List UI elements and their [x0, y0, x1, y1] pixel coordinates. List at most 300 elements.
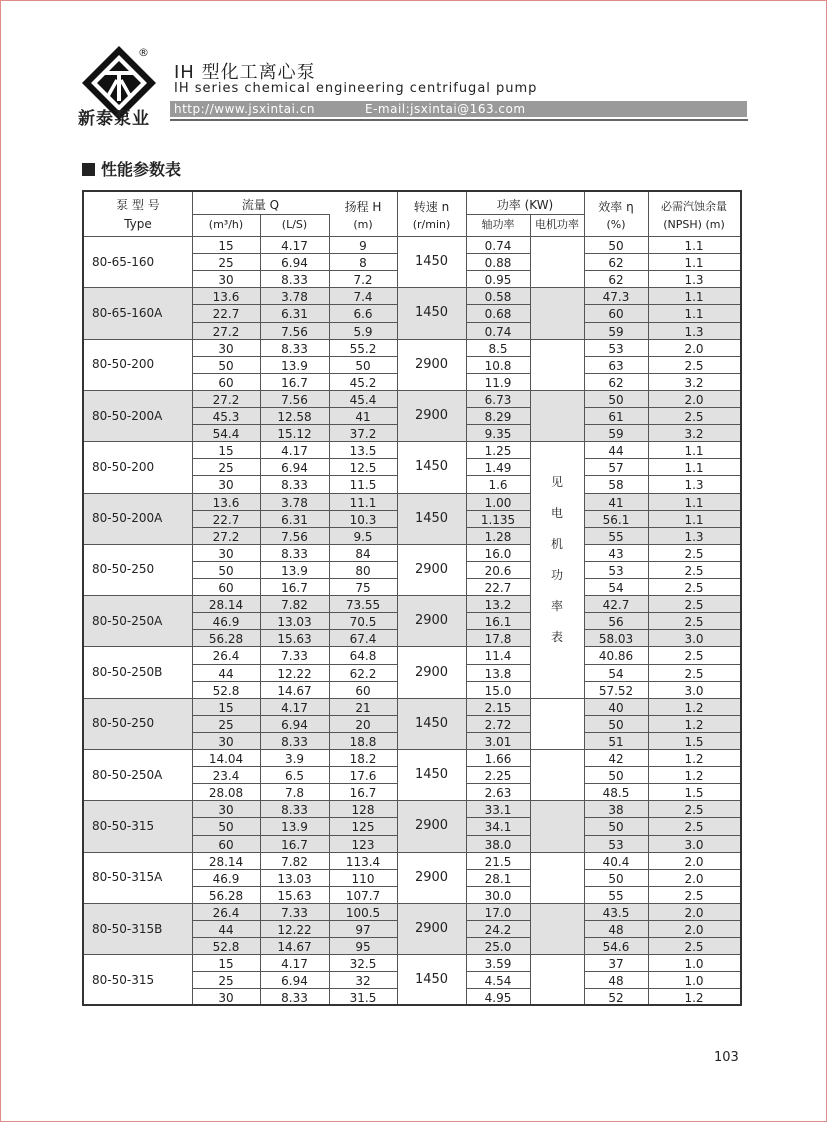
page-title-cn: IH 型化工离心泵 [174, 62, 316, 83]
column-divider [329, 214, 330, 1004]
motor-note-char: 功 [550, 567, 563, 582]
motor-shading [530, 390, 584, 441]
cell-eff: 42 [608, 752, 624, 767]
cell-m3: 25 [218, 717, 234, 732]
cell-npsh: 1.1 [684, 307, 704, 322]
cell-eff: 53 [608, 837, 624, 852]
speed-value: 2900 [414, 869, 449, 885]
cell-m3: 30 [218, 341, 234, 356]
cell-ls: 16.7 [281, 581, 308, 596]
cell-npsh: 2.5 [684, 820, 704, 835]
cell-shaft: 13.2 [484, 598, 512, 613]
cell-ls: 6.94 [281, 461, 308, 476]
cell-eff: 48 [608, 974, 624, 989]
cell-npsh: 1.0 [684, 974, 704, 989]
cell-m3: 28.08 [208, 786, 244, 801]
cell-head: 10.3 [349, 512, 377, 527]
cell-m3: 25 [218, 256, 234, 271]
cell-m3: 22.7 [212, 307, 240, 322]
cell-eff: 56.1 [602, 512, 630, 527]
cell-shaft: 6.73 [484, 392, 512, 407]
cell-shaft: 25.0 [484, 940, 512, 955]
header-npsh: 必需汽蚀余量 [661, 200, 727, 213]
cell-shaft: 0.74 [484, 324, 512, 339]
speed-value: 1450 [414, 715, 449, 731]
cell-m3: 56.28 [208, 888, 244, 903]
cell-ls: 8.33 [281, 341, 308, 356]
speed-value: 1450 [414, 305, 449, 321]
cell-eff: 57 [608, 461, 624, 476]
cell-m3: 30 [218, 273, 234, 288]
group-divider [530, 800, 584, 801]
cell-npsh: 2.5 [684, 649, 704, 664]
cell-shaft: 1.66 [484, 752, 512, 767]
speed-value: 1450 [414, 972, 449, 988]
cell-head: 75 [355, 581, 371, 596]
cell-shaft: 16.0 [484, 546, 512, 561]
cell-ls: 4.17 [281, 444, 308, 459]
cell-npsh: 1.1 [684, 239, 704, 254]
cell-m3: 50 [218, 820, 234, 835]
cell-m3: 56.28 [208, 632, 244, 647]
cell-ls: 15.12 [277, 427, 312, 442]
cell-npsh: 1.2 [684, 752, 704, 767]
header-flow: 流量 Q [241, 197, 280, 212]
cell-npsh: 1.2 [684, 700, 704, 715]
cell-eff: 48 [608, 923, 624, 938]
cell-head: 62.2 [349, 666, 377, 681]
speed-value: 2900 [414, 356, 449, 372]
cell-ls: 12.22 [277, 666, 312, 681]
cell-shaft: 0.95 [484, 273, 512, 288]
cell-head: 70.5 [349, 615, 377, 630]
header-head-unit: (m) [353, 217, 373, 231]
cell-npsh: 1.1 [684, 290, 704, 305]
speed-value: 2900 [414, 921, 449, 937]
cell-ls: 7.33 [281, 905, 308, 920]
cell-m3: 27.2 [212, 392, 240, 407]
cell-ls: 3.78 [281, 495, 308, 510]
cell-ls: 6.31 [281, 307, 308, 322]
cell-eff: 43.5 [602, 905, 630, 920]
column-divider [466, 192, 467, 1004]
motor-shading [530, 903, 584, 954]
cell-m3: 52.8 [212, 683, 240, 698]
cell-eff: 54 [608, 666, 624, 681]
cell-eff: 38 [608, 803, 624, 818]
cell-m3: 52.8 [212, 940, 240, 955]
cell-ls: 6.5 [284, 769, 305, 784]
cell-eff: 62 [608, 273, 624, 288]
cell-ls: 7.33 [281, 649, 308, 664]
cell-npsh: 2.0 [684, 854, 704, 869]
cell-eff: 44 [608, 444, 624, 459]
pump-type: 80-50-200A [92, 408, 163, 423]
cell-shaft: 11.4 [484, 649, 512, 664]
cell-shaft: 1.49 [484, 461, 512, 476]
header-type-cn: 泵 型 号 [116, 197, 160, 212]
cell-m3: 30 [218, 546, 234, 561]
motor-note-char: 机 [550, 536, 563, 551]
cell-m3: 60 [218, 581, 234, 596]
cell-m3: 44 [218, 666, 234, 681]
cell-eff: 40.86 [598, 649, 634, 664]
cell-m3: 30 [218, 991, 234, 1006]
motor-note-char: 表 [550, 629, 563, 644]
cell-m3: 15 [218, 444, 234, 459]
speed-value: 2900 [414, 664, 449, 680]
speed-value: 2900 [414, 561, 449, 577]
cell-npsh: 2.5 [684, 581, 704, 596]
cell-ls: 13.9 [281, 358, 308, 373]
cell-head: 20 [355, 717, 371, 732]
cell-npsh: 1.2 [684, 717, 704, 732]
header-speed-unit: (r/min) [412, 217, 451, 231]
cell-head: 16.7 [349, 786, 377, 801]
header-divider [466, 214, 584, 215]
cell-m3: 54.4 [212, 427, 240, 442]
cell-head: 21 [355, 700, 371, 715]
cell-head: 67.4 [349, 632, 377, 647]
cell-npsh: 2.5 [684, 888, 704, 903]
cell-head: 73.55 [345, 598, 381, 613]
cell-eff: 59 [608, 427, 624, 442]
cell-ls: 8.33 [281, 478, 308, 493]
cell-npsh: 2.0 [684, 341, 704, 356]
cell-shaft: 11.9 [484, 375, 512, 390]
cell-npsh: 2.0 [684, 871, 704, 886]
cell-m3: 15 [218, 957, 234, 972]
cell-npsh: 2.5 [684, 546, 704, 561]
header-efficiency: 效率 η [598, 199, 634, 214]
column-divider [192, 192, 193, 1004]
cell-eff: 48.5 [602, 786, 630, 801]
cell-ls: 6.31 [281, 512, 308, 527]
cell-ls: 7.56 [281, 324, 308, 339]
cell-head: 97 [355, 923, 371, 938]
cell-eff: 42.7 [602, 598, 630, 613]
pump-type: 80-50-200 [92, 357, 155, 372]
cell-head: 32 [355, 974, 371, 989]
cell-head: 113.4 [345, 854, 381, 869]
cell-head: 32.5 [349, 957, 377, 972]
cell-shaft: 0.68 [484, 307, 512, 322]
cell-ls: 13.9 [281, 820, 308, 835]
cell-eff: 56 [608, 615, 624, 630]
cell-shaft: 1.6 [488, 478, 508, 493]
pump-type: 80-50-250A [92, 767, 163, 782]
cell-npsh: 2.5 [684, 803, 704, 818]
cell-head: 107.7 [345, 888, 381, 903]
brand-name: 新泰泵业 [78, 109, 150, 129]
cell-head: 64.8 [349, 649, 377, 664]
header-flow-ls: (L/S) [281, 217, 308, 231]
cell-m3: 25 [218, 974, 234, 989]
cell-npsh: 2.5 [684, 358, 704, 373]
cell-ls: 7.56 [281, 529, 308, 544]
speed-value: 2900 [414, 613, 449, 629]
column-divider [260, 214, 261, 1004]
cell-npsh: 1.3 [684, 529, 704, 544]
cell-npsh: 1.1 [684, 512, 704, 527]
pump-type: 80-65-160 [92, 254, 155, 269]
cell-m3: 28.14 [208, 598, 244, 613]
cell-m3: 45.3 [212, 410, 240, 425]
page-title-en: IH series chemical engineering centrifugal pump [174, 81, 538, 96]
cell-npsh: 2.0 [684, 392, 704, 407]
header-power: 功率 (KW) [496, 197, 554, 212]
header-flow-m3h: (m³/h) [208, 217, 244, 231]
column-divider [530, 214, 531, 1004]
cell-head: 60 [355, 683, 371, 698]
registered-mark: ® [138, 46, 149, 59]
cell-ls: 4.17 [281, 239, 308, 254]
cell-npsh: 1.2 [684, 769, 704, 784]
cell-eff: 55 [608, 888, 624, 903]
cell-head: 17.6 [349, 769, 377, 784]
cell-npsh: 2.5 [684, 598, 704, 613]
cell-head: 123 [351, 837, 375, 852]
cell-eff: 55 [608, 529, 624, 544]
cell-shaft: 34.1 [484, 820, 512, 835]
header-speed: 转速 n [413, 199, 450, 214]
cell-ls: 6.94 [281, 717, 308, 732]
cell-m3: 15 [218, 700, 234, 715]
cell-shaft: 0.74 [484, 239, 512, 254]
cell-eff: 62 [608, 375, 624, 390]
cell-m3: 50 [218, 358, 234, 373]
motor-note-char: 电 [550, 505, 563, 520]
cell-npsh: 1.5 [684, 734, 704, 749]
cell-eff: 50 [608, 871, 624, 886]
cell-eff: 62 [608, 256, 624, 271]
cell-ls: 12.22 [277, 923, 312, 938]
cell-shaft: 9.35 [484, 427, 512, 442]
cell-head: 5.9 [353, 324, 373, 339]
pump-type: 80-50-250A [92, 613, 163, 628]
contact-bar [170, 101, 747, 117]
cell-npsh: 1.1 [684, 461, 704, 476]
cell-head: 11.1 [349, 495, 377, 510]
header-efficiency-unit: (%) [606, 217, 626, 231]
pump-type: 80-50-315 [92, 818, 155, 833]
cell-shaft: 1.00 [484, 495, 512, 510]
cell-ls: 16.7 [281, 375, 308, 390]
email-link[interactable]: E-mail:jsxintai@163.com [365, 102, 526, 116]
cell-head: 31.5 [349, 991, 377, 1006]
cell-ls: 13.9 [281, 563, 308, 578]
cell-shaft: 15.0 [484, 683, 512, 698]
pump-type: 80-50-315B [92, 921, 163, 936]
cell-shaft: 22.7 [484, 581, 512, 596]
cell-eff: 40 [608, 700, 624, 715]
cell-ls: 8.33 [281, 803, 308, 818]
cell-m3: 26.4 [212, 905, 240, 920]
cell-ls: 7.56 [281, 392, 308, 407]
cell-shaft: 21.5 [484, 854, 512, 869]
cell-head: 12.5 [349, 461, 377, 476]
cell-eff: 50 [608, 392, 624, 407]
cell-eff: 50 [608, 717, 624, 732]
group-divider [530, 749, 584, 750]
cell-ls: 15.63 [277, 632, 312, 647]
cell-ls: 13.03 [277, 871, 312, 886]
cell-m3: 28.14 [208, 854, 244, 869]
cell-m3: 27.2 [212, 529, 240, 544]
square-bullet-icon [82, 163, 95, 176]
cell-shaft: 1.135 [480, 512, 516, 527]
cell-eff: 53 [608, 341, 624, 356]
cell-npsh: 3.0 [684, 632, 704, 647]
cell-ls: 8.33 [281, 273, 308, 288]
cell-ls: 8.33 [281, 546, 308, 561]
cell-head: 125 [351, 820, 375, 835]
cell-shaft: 0.88 [484, 256, 512, 271]
cell-npsh: 1.3 [684, 478, 704, 493]
website-link[interactable]: http://www.jsxintai.cn [174, 102, 315, 116]
header-type-en: Type [124, 217, 152, 231]
cell-npsh: 2.0 [684, 905, 704, 920]
cell-shaft: 0.58 [484, 290, 512, 305]
speed-value: 1450 [414, 459, 449, 475]
cell-m3: 13.6 [212, 290, 240, 305]
header-motor-power: 电机功率 [535, 218, 579, 231]
group-divider [530, 852, 584, 853]
cell-ls: 6.94 [281, 256, 308, 271]
cell-head: 128 [351, 803, 375, 818]
cell-m3: 15 [218, 239, 234, 254]
cell-npsh: 3.0 [684, 837, 704, 852]
cell-head: 18.2 [349, 752, 377, 767]
cell-shaft: 24.2 [484, 923, 512, 938]
cell-shaft: 2.25 [484, 769, 512, 784]
cell-head: 55.2 [349, 341, 377, 356]
cell-head: 45.4 [349, 392, 377, 407]
cell-head: 110 [351, 871, 375, 886]
cell-shaft: 16.1 [484, 615, 512, 630]
cell-head: 9 [359, 239, 367, 254]
cell-ls: 12.58 [277, 410, 312, 425]
cell-ls: 6.94 [281, 974, 308, 989]
cell-shaft: 3.01 [484, 734, 512, 749]
speed-value: 2900 [414, 408, 449, 424]
cell-shaft: 4.95 [484, 991, 512, 1006]
cell-m3: 27.2 [212, 324, 240, 339]
pump-type: 80-65-160A [92, 305, 163, 320]
cell-eff: 54.6 [602, 940, 630, 955]
column-divider [397, 192, 398, 1004]
cell-npsh: 1.3 [684, 273, 704, 288]
header-shaft-power: 轴功率 [481, 218, 515, 231]
cell-shaft: 3.59 [484, 957, 512, 972]
cell-head: 11.5 [349, 478, 377, 493]
cell-eff: 58.03 [598, 632, 634, 647]
cell-ls: 14.67 [277, 940, 312, 955]
speed-value: 1450 [414, 254, 449, 270]
cell-shaft: 13.8 [484, 666, 512, 681]
group-divider [530, 903, 584, 904]
cell-eff: 43 [608, 546, 624, 561]
cell-eff: 50 [608, 769, 624, 784]
cell-head: 6.6 [353, 307, 373, 322]
cell-head: 100.5 [345, 905, 381, 920]
cell-head: 7.4 [353, 290, 373, 305]
cell-eff: 40.4 [602, 854, 630, 869]
cell-npsh: 1.1 [684, 256, 704, 271]
cell-eff: 50 [608, 239, 624, 254]
cell-head: 50 [355, 358, 371, 373]
speed-value: 1450 [414, 510, 449, 526]
pump-type: 80-50-200 [92, 459, 155, 474]
cell-m3: 44 [218, 923, 234, 938]
pump-type: 80-50-250B [92, 665, 163, 680]
cell-m3: 60 [218, 837, 234, 852]
cell-shaft: 1.28 [484, 529, 512, 544]
cell-m3: 30 [218, 803, 234, 818]
cell-shaft: 1.25 [484, 444, 512, 459]
cell-shaft: 30.0 [484, 888, 512, 903]
cell-shaft: 2.63 [484, 786, 512, 801]
cell-head: 8 [359, 256, 367, 271]
cell-m3: 30 [218, 734, 234, 749]
cell-eff: 47.3 [602, 290, 630, 305]
cell-npsh: 3.2 [684, 375, 704, 390]
cell-m3: 23.4 [212, 769, 240, 784]
cell-eff: 61 [608, 410, 624, 425]
cell-head: 7.2 [353, 273, 373, 288]
cell-npsh: 1.1 [684, 495, 704, 510]
cell-npsh: 2.0 [684, 923, 704, 938]
cell-m3: 26.4 [212, 649, 240, 664]
speed-value: 1450 [414, 767, 449, 783]
group-divider [530, 287, 584, 288]
page-number: 103 [714, 1050, 739, 1065]
cell-npsh: 2.5 [684, 615, 704, 630]
cell-m3: 60 [218, 375, 234, 390]
cell-npsh: 1.3 [684, 324, 704, 339]
cell-shaft: 2.72 [484, 717, 512, 732]
cell-ls: 13.03 [277, 615, 312, 630]
cell-shaft: 28.1 [484, 871, 512, 886]
pump-type: 80-50-200A [92, 511, 163, 526]
header-rule [170, 119, 748, 121]
motor-shading [530, 800, 584, 851]
cell-eff: 50 [608, 820, 624, 835]
cell-eff: 37 [608, 957, 624, 972]
section-heading [82, 157, 181, 180]
cell-npsh: 2.5 [684, 940, 704, 955]
cell-shaft: 20.6 [484, 563, 512, 578]
group-divider [530, 339, 584, 340]
group-divider [530, 390, 584, 391]
pump-type: 80-50-250 [92, 562, 155, 577]
cell-m3: 25 [218, 461, 234, 476]
cell-eff: 52 [608, 991, 624, 1006]
cell-ls: 14.67 [277, 683, 312, 698]
cell-head: 45.2 [349, 375, 377, 390]
cell-head: 84 [355, 546, 371, 561]
cell-head: 80 [355, 563, 371, 578]
cell-ls: 3.9 [284, 752, 305, 767]
cell-shaft: 33.1 [484, 803, 512, 818]
pump-type: 80-50-315 [92, 972, 155, 987]
motor-shading [530, 287, 584, 338]
cell-ls: 4.17 [281, 700, 308, 715]
cell-head: 37.2 [349, 427, 377, 442]
cell-head: 18.8 [349, 734, 377, 749]
cell-m3: 22.7 [212, 512, 240, 527]
cell-shaft: 8.29 [484, 410, 512, 425]
